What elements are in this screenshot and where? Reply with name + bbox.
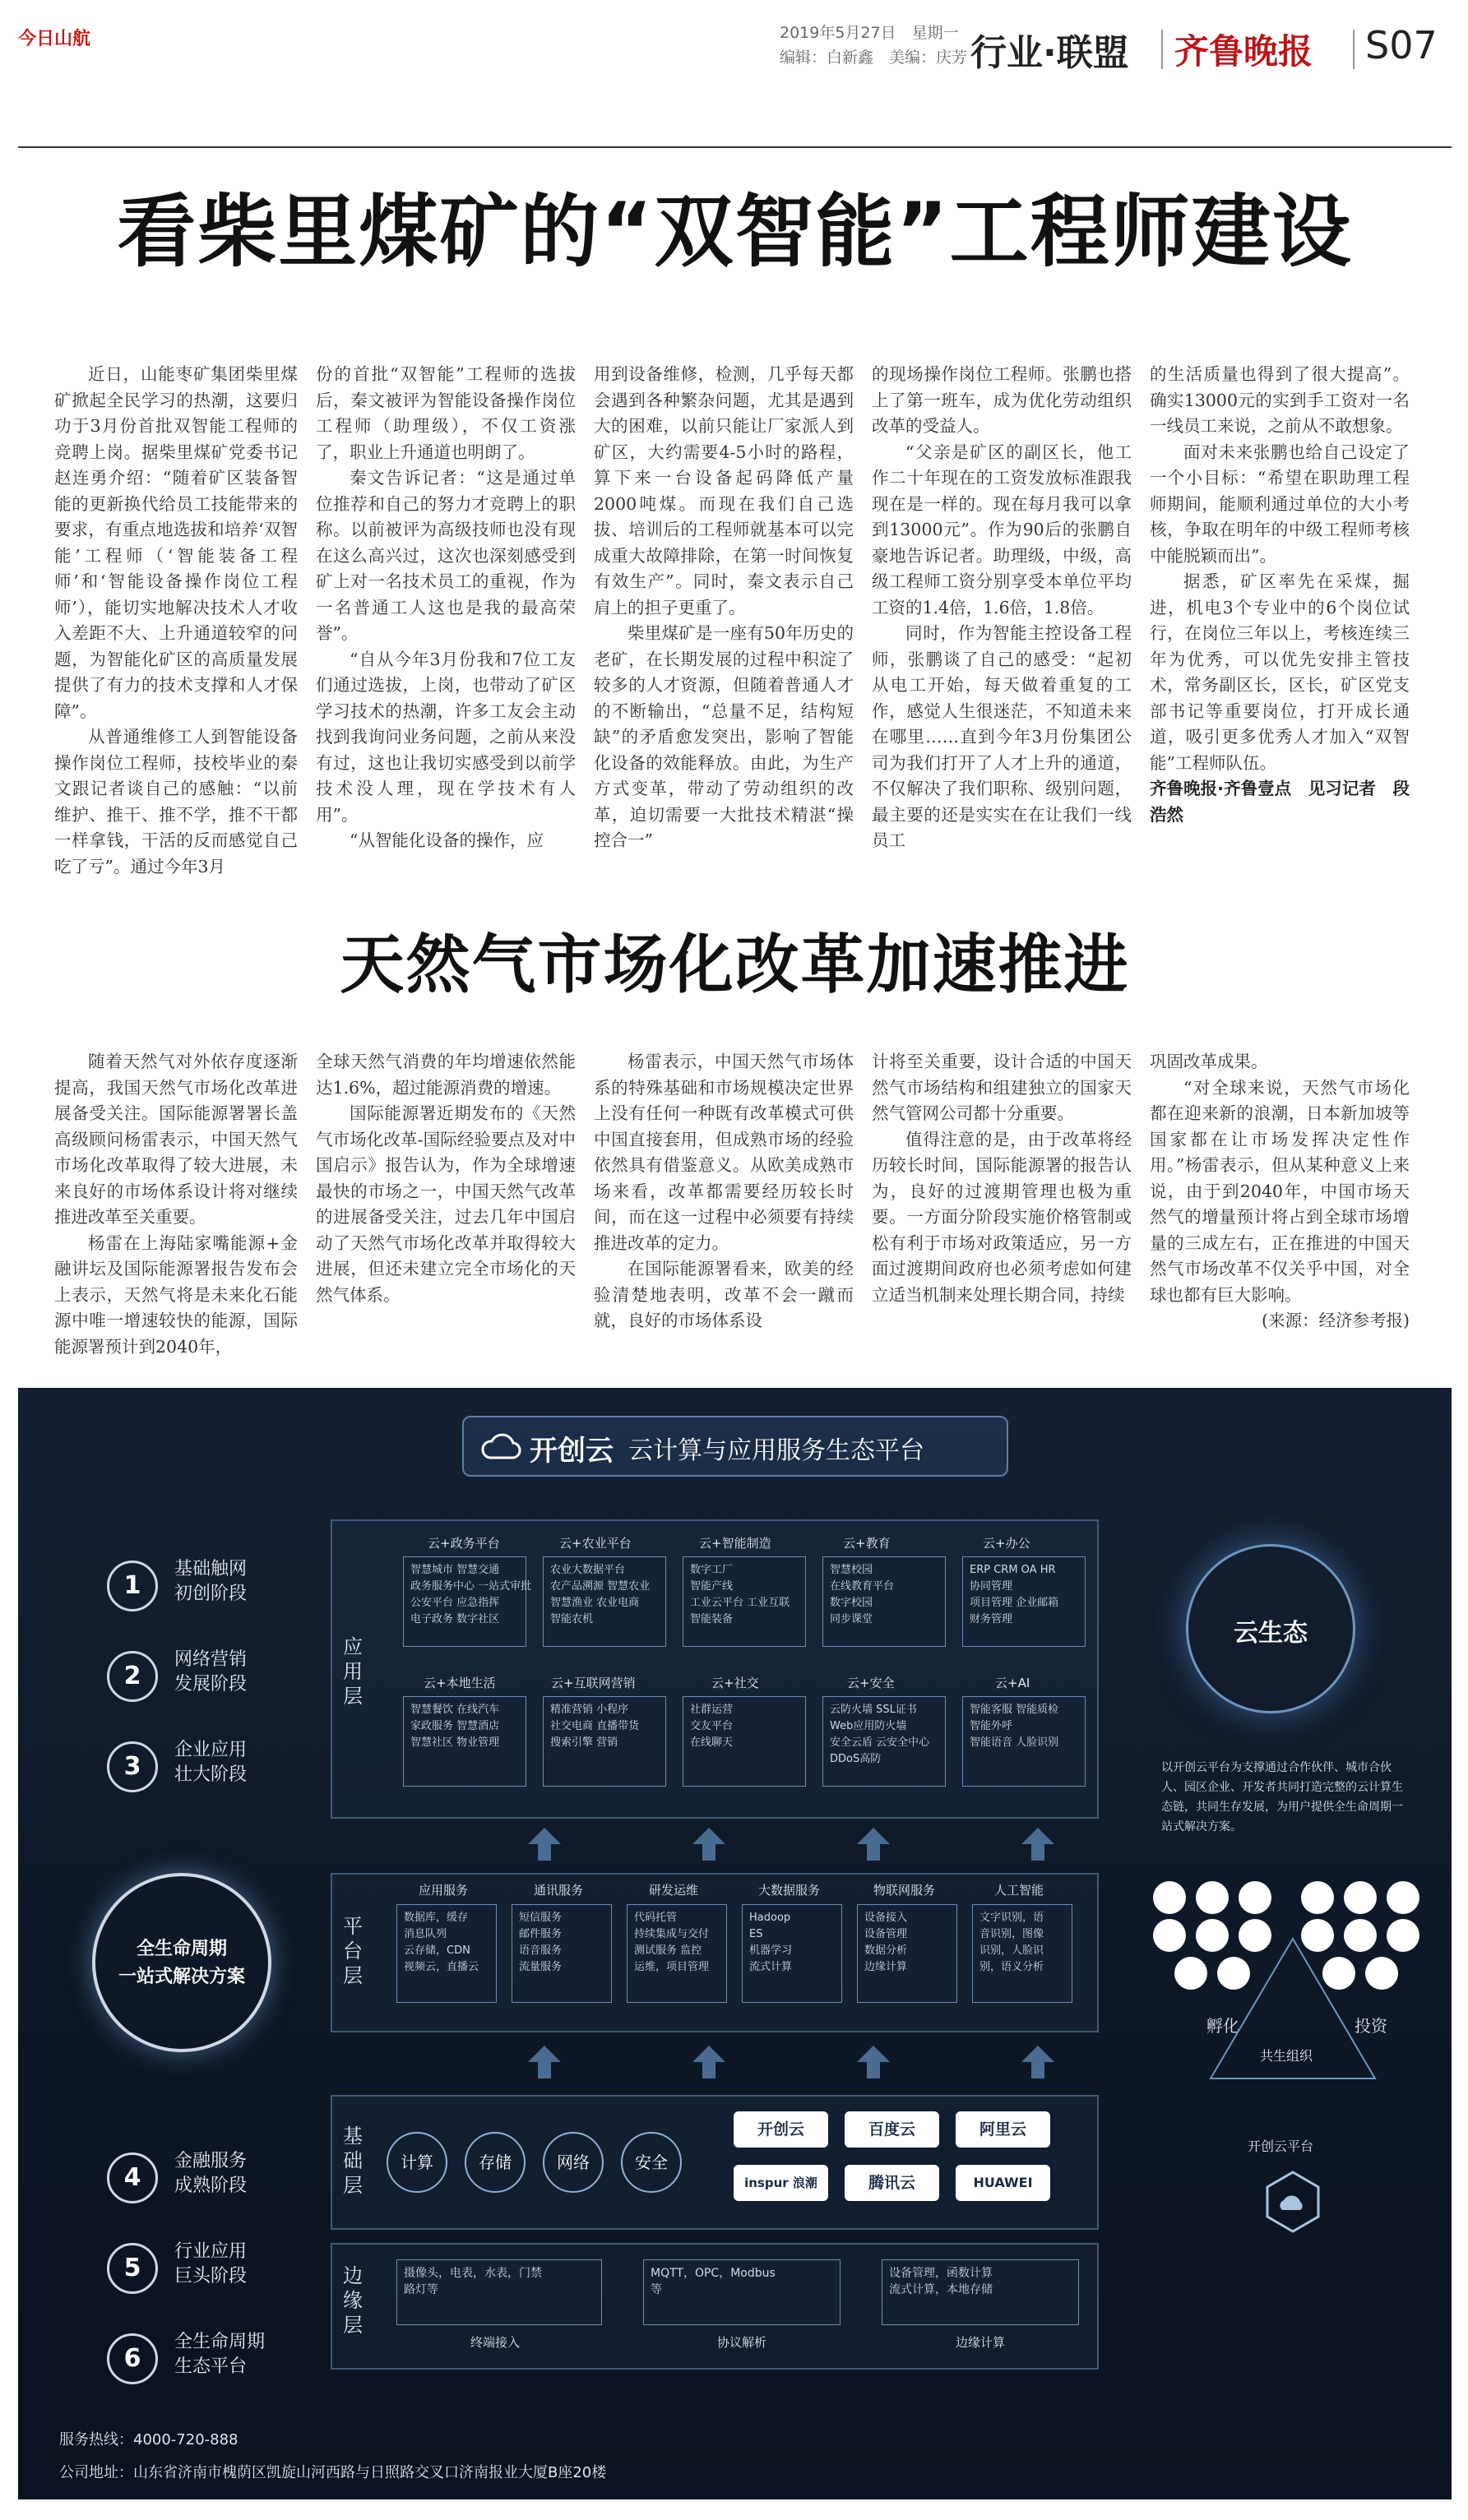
stage-number: 1 [107, 1561, 158, 1611]
app-category: 云+安全 [847, 1676, 895, 1690]
app-category: 云+教育 [843, 1536, 891, 1551]
platform-category: 大数据服务 [758, 1883, 821, 1898]
paragraph: 柴里煤矿是一座有50年历史的老矿，在长期发展的过程中积淀了较多的人才资源，但随着普通人才的不断输出，“总量不足，结构短缺”的矛盾愈发突出，影响了智能化设备的效能释放。由此，为生产方式变革，带动了劳动组织的改革，迫切需要一大批技术精湛“操控合一” [594, 623, 854, 850]
edge-box: 摄像头，电表，水表，门禁 路灯等 [396, 2259, 602, 2325]
layer-label: 边 缘 层 [343, 2264, 363, 2337]
paragraph: 用到设备维修，检测，几乎每天都会遇到各种繁杂问题，尤其是遇到大的困难，以前只能让厂家派人到矿区，大约需要4-5小时的路程，算下来一台设备起码降低产量2000吨煤。而现在我们自己选拔、培训后的工程师就基本可以完成重大故障排除，在第一时间恢复有效生产”。同时，秦文表示自己肩上的担子更重了。 [594, 364, 854, 617]
edge-box: MQTT，OPC，Modbus 等 [643, 2259, 841, 2325]
symbiosis-label: 共生组织 [1260, 2048, 1313, 2064]
platform-box: 代码托管 持续集成与交付 测试服务 监控 运维，项目管理 [627, 1904, 727, 2003]
paragraph: 份的首批“双智能”工程师的选拔后，秦文被评为智能设备操作岗位工程师（助理级），不仅工资涨了，职业上升通道也明朗了。 [316, 364, 576, 462]
issue-date: 2019年5月27日 星期一 [780, 24, 959, 42]
paragraph: 巩固改革成果。 [1150, 1052, 1268, 1071]
lifecycle-hub-label: 全生命周期 一站式解决方案 [118, 1939, 245, 1987]
article1-column-1 [54, 362, 298, 888]
app-box: 智慧校园 在线教育平台 数字校园 同步课堂 [822, 1556, 946, 1647]
app-box: 精准营销 小程序 社交电商 直播带货 搜索引擎 营销 [543, 1696, 666, 1787]
platform-name-label: 开创云平台 [1248, 2139, 1314, 2154]
partner-logo-icon [1239, 1881, 1271, 1914]
platform-category: 通讯服务 [534, 1883, 584, 1898]
app-box: 云防火墙 SSL证书 Web应用防火墙 安全云盾 云安全中心 DDoS高防 [822, 1696, 946, 1787]
app-category: 云+农业平台 [559, 1536, 632, 1551]
invest-label: 投资 [1355, 2016, 1387, 2036]
paragraph: “父亲是矿区的副区长，他工作二十年现在的工资发放标准跟我现在是一样的。现在每月我可以拿到13000元”。作为90后的张鹏自豪地告诉记者。助理级，中级，高级工程师工资分别享受本单位平均工资的1.4倍，1.6倍，1.8倍。 [872, 442, 1132, 617]
paragraph: “对全球来说，天然气市场化都在迎来新的浪潮，日本新加坡等国家都在让市场发挥决定性作用。”杨雷表示，但从某种意义上来说，由于到2040年，中国市场天然气的增量预计将占到全球市场增量的三成左右，正在推进的中国天然气市场改革不仅关乎中国，对全球也都有巨大影响。 [1150, 1077, 1410, 1305]
paragraph: 值得注意的是，由于改革将经历较长时间，国际能源署的报告认为，良好的过渡期管理也极为重要。一方面分阶段实施价格管制或松有利于市场对政策适应，另一方面过渡期间政府也必须考虑如何建立适当机制来处理长期合同，持续 [872, 1129, 1132, 1305]
platform-category: 物联网服务 [873, 1883, 936, 1898]
base-compute: 计算 [387, 2132, 447, 2193]
stage-number: 6 [107, 2333, 158, 2384]
masthead-label: 今日山航 [18, 29, 91, 49]
partner-logo: HUAWEI [956, 2165, 1050, 2201]
paragraph: 国际能源署近期发布的《天然气市场化改革-国际经验要点及对中国启示》报告认为，作为全球增速最快的市场之一，中国天然气改革的进展备受关注，过去几年中国启动了天然气市场化改革并取得较大进展，但还未建立完全市场化的天然气体系。 [316, 1103, 576, 1305]
partner-logo-icon [1153, 1919, 1186, 1952]
paragraph: 杨雷在上海陆家嘴能源+金融讲坛及国际能源署报告发布会上表示，天然气将是未来化石能源中唯一增速较快的能源，国际能源署预计到2040年， [54, 1232, 298, 1357]
paragraph: 秦文告诉记者：“这是通过单位推荐和自己的努力才竞聘上的职称。以前被评为高级技师也没有现在这么高兴过，这次也深刻感受到矿上对一名技术员工的重视，作为一名普通工人这也是我的最高荣誉”。 [316, 468, 576, 643]
stage-number: 4 [107, 2152, 158, 2203]
platform-box: 设备接入 设备管理 数据分析 边缘计算 [857, 1904, 957, 2003]
paragraph: 面对未来张鹏也给自己设定了一个小目标：“希望在职助理工程师期间，能顺利通过单位的大小考核，争取在明年的中级工程师考核中能脱颖而出”。 [1150, 442, 1410, 566]
base-storage: 存储 [465, 2132, 526, 2193]
layer-label: 应 用 层 [343, 1635, 363, 1708]
edge-box: 设备管理，函数计算 流式计算，本地存储 [882, 2259, 1079, 2325]
app-category: 云+AI [995, 1676, 1030, 1690]
app-category: 云+办公 [983, 1536, 1030, 1551]
partner-logo: 腾讯云 [845, 2165, 939, 2201]
up-arrows-icon [512, 1819, 1087, 1869]
stage-label: 金融服务 成熟阶段 [174, 2151, 248, 2196]
app-box: 农业大数据平台 农产品溯源 智慧农业 智慧渔业 农业电商 智能农机 [543, 1556, 666, 1647]
article1-title: 看柴里煤矿的“双智能”工程师建设 [117, 186, 1353, 278]
lifecycle-hub [92, 1873, 271, 2052]
platform-box: 短信服务 邮件服务 语音服务 流量服务 [512, 1904, 612, 2003]
article2-column-1 [54, 1049, 298, 1370]
partner-logo: 百度云 [845, 2111, 939, 2148]
cloud-logo-icon [480, 1430, 521, 1463]
incubate-label: 孵化 [1206, 2016, 1239, 2036]
ad-title-bar [462, 1416, 1008, 1477]
cloud-eco-description: 以开创云平台为支撑通过合作伙伴、城市合伙人、园区企业、开发者共同打造完整的云计算生态链，共同生存发展，为用户提供全生命周期一站式解决方案。 [1161, 1761, 1403, 1833]
stage-label: 基础触网 初创阶段 [174, 1559, 248, 1604]
platform-box: 数据库，缓存 消息队列 云存储，CDN 视频云，直播云 [396, 1904, 497, 2003]
partner-logo-icon [1387, 1919, 1419, 1952]
article2-title: 天然气市场化改革加速推进 [340, 928, 1130, 1002]
stage-label: 全生命周期 生态平台 [174, 2332, 266, 2377]
up-arrows-icon [512, 2037, 1087, 2087]
cloud-eco-title: 云生态 [1234, 1619, 1308, 1648]
paragraph: “自从今年3月份我和7位工友们通过选拔，上岗，也带动了矿区学习技术的热潮，许多工友会主动找到我询问业务问题，之前从来没有过，这也让我切实感受到以前学技术没人理，现在学技术有人用”。 [316, 649, 576, 825]
partner-logo: inspur 浪潮 [734, 2165, 828, 2201]
cloud-eco-circle [1186, 1544, 1355, 1713]
paragraph: 同时，作为智能主控设备工程师，张鹏谈了自己的感受：“起初从电工开始，每天做着重复的工作，感觉人生很迷茫，不知道未来在哪里……直到今年3月份集团公司为我们打开了人才上升的通道，不仅解决了我们职称、级别问题，最主要的还是实实在在让我们一线员工 [872, 623, 1132, 850]
ad-brand: 开创云 [530, 1435, 614, 1468]
app-box: 社群运营 交友平台 在线聊天 [683, 1696, 806, 1787]
platform-box: Hadoop ES 机器学习 流式计算 [742, 1904, 842, 2003]
edge-category: 终端接入 [470, 2335, 521, 2350]
paragraph: 从普通维修工人到智能设备操作岗位工程师，技校毕业的秦文跟记者谈自己的感触：“以前维护、推干、推不学，推不干都一样拿钱，干活的反而感觉自己吃了亏”。通过今年3月 [54, 727, 298, 876]
article2-column-2 [316, 1049, 576, 1370]
article1-column-4 [872, 362, 1132, 888]
paragraph: 的现场操作岗位工程师。张鹏也搭上了第一班车，成为优化劳动组织改革的受益人。 [872, 364, 1132, 436]
layer-label: 平 台 层 [343, 1915, 363, 1987]
article1-column-2 [316, 362, 576, 888]
partner-logo-icon [1196, 1881, 1229, 1914]
partner-logo: 阿里云 [956, 2111, 1050, 2148]
paragraph: 据悉，矿区率先在采煤，掘进，机电3个专业中的6个岗位试行，在岗位三年以上，考核连续三年为优秀，可以优先安排主管技术，常务副区长，区长，矿区党支部书记等重要岗位，打开成长通道，吸引更多优秀人才加入“双智能”工程师队伍。 [1150, 571, 1410, 773]
partner-logo-icon [1387, 1881, 1419, 1914]
app-box: 数字工厂 智能产线 工业云平台 工业互联 智能装备 [683, 1556, 806, 1647]
paragraph: 随着天然气对外依存度逐渐提高，我国天然气市场化改革进展备受关注。国际能源署署长盖高级顾问杨雷表示，中国天然气市场化改革取得了较大进展，未来良好的市场体系设计将对继续推进改革至关重要。 [54, 1052, 298, 1227]
platform-box: 文字识别，语 音识别，图像 识别，人脸识 别，语义分析 [972, 1904, 1072, 2003]
advertisement [18, 1388, 1452, 2499]
base-network: 网络 [543, 2132, 604, 2193]
app-category: 云+政务平台 [428, 1536, 500, 1551]
stage-number: 2 [107, 1651, 158, 1702]
platform-hexagon-icon [1264, 2169, 1322, 2235]
stage-number: 3 [107, 1741, 158, 1792]
partner-logo-icon [1344, 1881, 1377, 1914]
paragraph: 杨雷表示，中国天然气市场体系的特殊基础和市场规模决定世界上没有任何一种既有改革模式可供中国直接套用，但成熟市场的经验依然具有借鉴意义。从欧美成熟市场来看，改革都需要经历较长时间，而在这一过程中必须要有持续推进改革的定力。 [594, 1052, 854, 1253]
ad-title: 云计算与应用服务生态平台 [628, 1436, 924, 1465]
article-source: (来源：经济参考报) [1262, 1311, 1410, 1330]
page-number: S07 [1365, 23, 1438, 67]
header-rule [18, 146, 1452, 148]
paragraph: “从智能化设备的操作，应 [350, 830, 544, 850]
base-security: 安全 [621, 2132, 682, 2193]
stage-label: 行业应用 巨头阶段 [174, 2241, 248, 2286]
stage-label: 网络营销 发展阶段 [174, 1649, 248, 1695]
partner-logo-icon [1153, 1881, 1186, 1914]
stage-label: 企业应用 壮大阶段 [174, 1740, 248, 1785]
newspaper-brand: 齐鲁晚报 [1174, 31, 1313, 72]
article2-column-4 [872, 1049, 1132, 1370]
section-title: 行业·联盟 [970, 32, 1129, 74]
partner-logo-icon [1301, 1881, 1334, 1914]
service-hotline: 服务热线：4000-720-888 [59, 2431, 238, 2448]
paragraph: 的生活质量也得到了很大提高”。确实13000元的实到手工资对一名一线员工来说，之前从不敢想象。 [1150, 364, 1410, 436]
app-box: 智能客服 智能质检 智能外呼 智能语音 人脸识别 [962, 1696, 1086, 1787]
app-box: 智慧餐饮 在线汽车 家政服务 智慧酒店 智慧社区 物业管理 [403, 1696, 526, 1787]
stage-number: 5 [107, 2243, 158, 2294]
paragraph: 全球天然气消费的年均增速依然能达1.6%，超过能源消费的增速。 [316, 1052, 576, 1098]
app-category: 云+社交 [711, 1676, 759, 1690]
layer-label: 基 础 层 [343, 2125, 363, 2197]
editors-line: 编辑：白新鑫 美编：庆芳 [780, 49, 968, 67]
paragraph: 近日，山能枣矿集团柴里煤矿掀起全民学习的热潮，这要归功于3月份首批双智能工程师的竞聘上岗。据柴里煤矿党委书记赵连勇介绍：“随着矿区装备智能的更新换代给员工技能带来的要求，有重点地选拔和培养‘双智能’工程师（‘智能装备工程师’和‘智能设备操作岗位工程师’），能切实地解决技术人才收入差距不大、上升通道较窄的问题，为智能化矿区的高质量发展提供了有力的技术支撑和人才保障”。 [54, 364, 298, 721]
paragraph: 在国际能源署看来，欧美的经验清楚地表明，改革不会一蹴而就，良好的市场体系设 [594, 1259, 854, 1330]
article2-column-3 [594, 1049, 854, 1370]
byline: 齐鲁晚报·齐鲁壹点 见习记者 段浩然 [1150, 779, 1410, 825]
company-address: 公司地址：山东省济南市槐荫区凯旋山河西路与日照路交叉口济南报业大厦B座20楼 [59, 2464, 607, 2481]
edge-category: 边缘计算 [956, 2335, 1006, 2350]
app-box: ERP CRM OA HR 协同管理 项目管理 企业邮箱 财务管理 [962, 1556, 1086, 1647]
app-category: 云+本地生活 [424, 1676, 496, 1690]
partner-logo: 开创云 [734, 2111, 828, 2148]
paragraph: 计将至关重要，设计合适的中国天然气市场结构和组建独立的国家天然气管网公司都十分重要。 [872, 1052, 1132, 1123]
edge-category: 协议解析 [717, 2335, 767, 2350]
article1-column-5 [1150, 362, 1410, 888]
header-divider [1161, 30, 1163, 69]
app-box: 智慧城市 智慧交通 政务服务中心 一站式审批 公安平台 应急指挥 电子政务 数字社区 [403, 1556, 526, 1647]
header-divider [1353, 30, 1355, 69]
article2-column-5 [1150, 1049, 1410, 1370]
platform-category: 应用服务 [419, 1883, 469, 1898]
article1-column-3 [594, 362, 854, 888]
platform-category: 人工智能 [994, 1883, 1044, 1898]
platform-category: 研发运维 [649, 1883, 699, 1898]
app-category: 云+互联网营销 [551, 1676, 636, 1690]
app-category: 云+智能制造 [699, 1536, 771, 1551]
